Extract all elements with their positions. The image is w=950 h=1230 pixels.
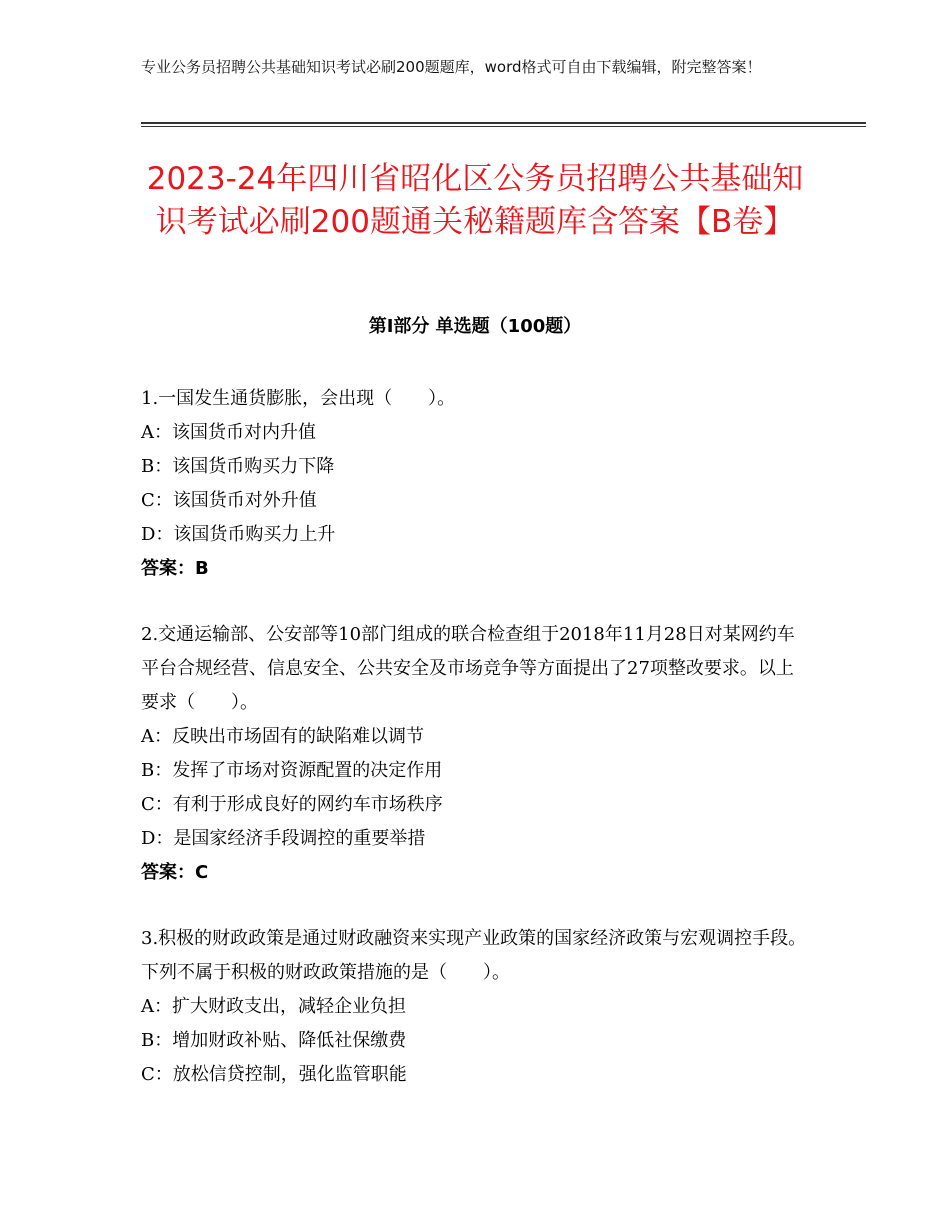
header-divider	[141, 122, 866, 127]
answer-label: 答案：C	[141, 862, 209, 883]
document-title: 2023-24年四川省昭化区公务员招聘公共基础知识考试必刷200题通关秘籍题库含答案【B卷】	[146, 161, 804, 240]
answer-label: 答案：B	[141, 558, 209, 579]
option-c: C：有利于形成良好的网约车市场秩序	[141, 794, 443, 815]
option-b: B：该国货币购买力下降	[141, 456, 335, 477]
option-b: B：增加财政补贴、降低社保缴费	[141, 1030, 407, 1051]
question-1	[141, 382, 809, 586]
question-2	[141, 618, 809, 890]
option-c: C：该国货币对外升值	[141, 490, 317, 511]
option-d: D：该国货币购买力上升	[141, 524, 336, 545]
question-stem: 3.积极的财政政策是通过财政融资来实现产业政策的国家经济政策与宏观调控手段。下列不属于积极的财政政策措施的是（ ）。	[141, 928, 807, 983]
option-a: A：反映出市场固有的缺陷难以调节	[141, 726, 424, 747]
header-divider-thin	[141, 126, 866, 127]
option-a: A：扩大财政支出，减轻企业负担	[141, 996, 406, 1017]
option-c: C：放松信贷控制，强化监管职能	[141, 1064, 407, 1085]
option-d: D：是国家经济手段调控的重要举措	[141, 828, 426, 849]
option-b: B：发挥了市场对资源配置的决定作用	[141, 760, 443, 781]
question-stem: 2.交通运输部、公安部等10部门组成的联合检查组于2018年11月28日对某网约车平台合规经营、信息安全、公共安全及市场竞争等方面提出了27项整改要求。以上要求（ ）。	[141, 624, 795, 713]
option-a: A：该国货币对内升值	[141, 422, 316, 443]
question-stem: 1.一国发生通货膨胀，会出现（ ）。	[141, 388, 456, 409]
question-3	[141, 922, 809, 1092]
header-note: 专业公务员招聘公共基础知识考试必刷200题题库，word格式可自由下载编辑，附完整答案！	[141, 58, 762, 76]
section-heading: 第Ⅰ部分 单选题（100题）	[368, 316, 582, 337]
question-list	[141, 382, 809, 1124]
